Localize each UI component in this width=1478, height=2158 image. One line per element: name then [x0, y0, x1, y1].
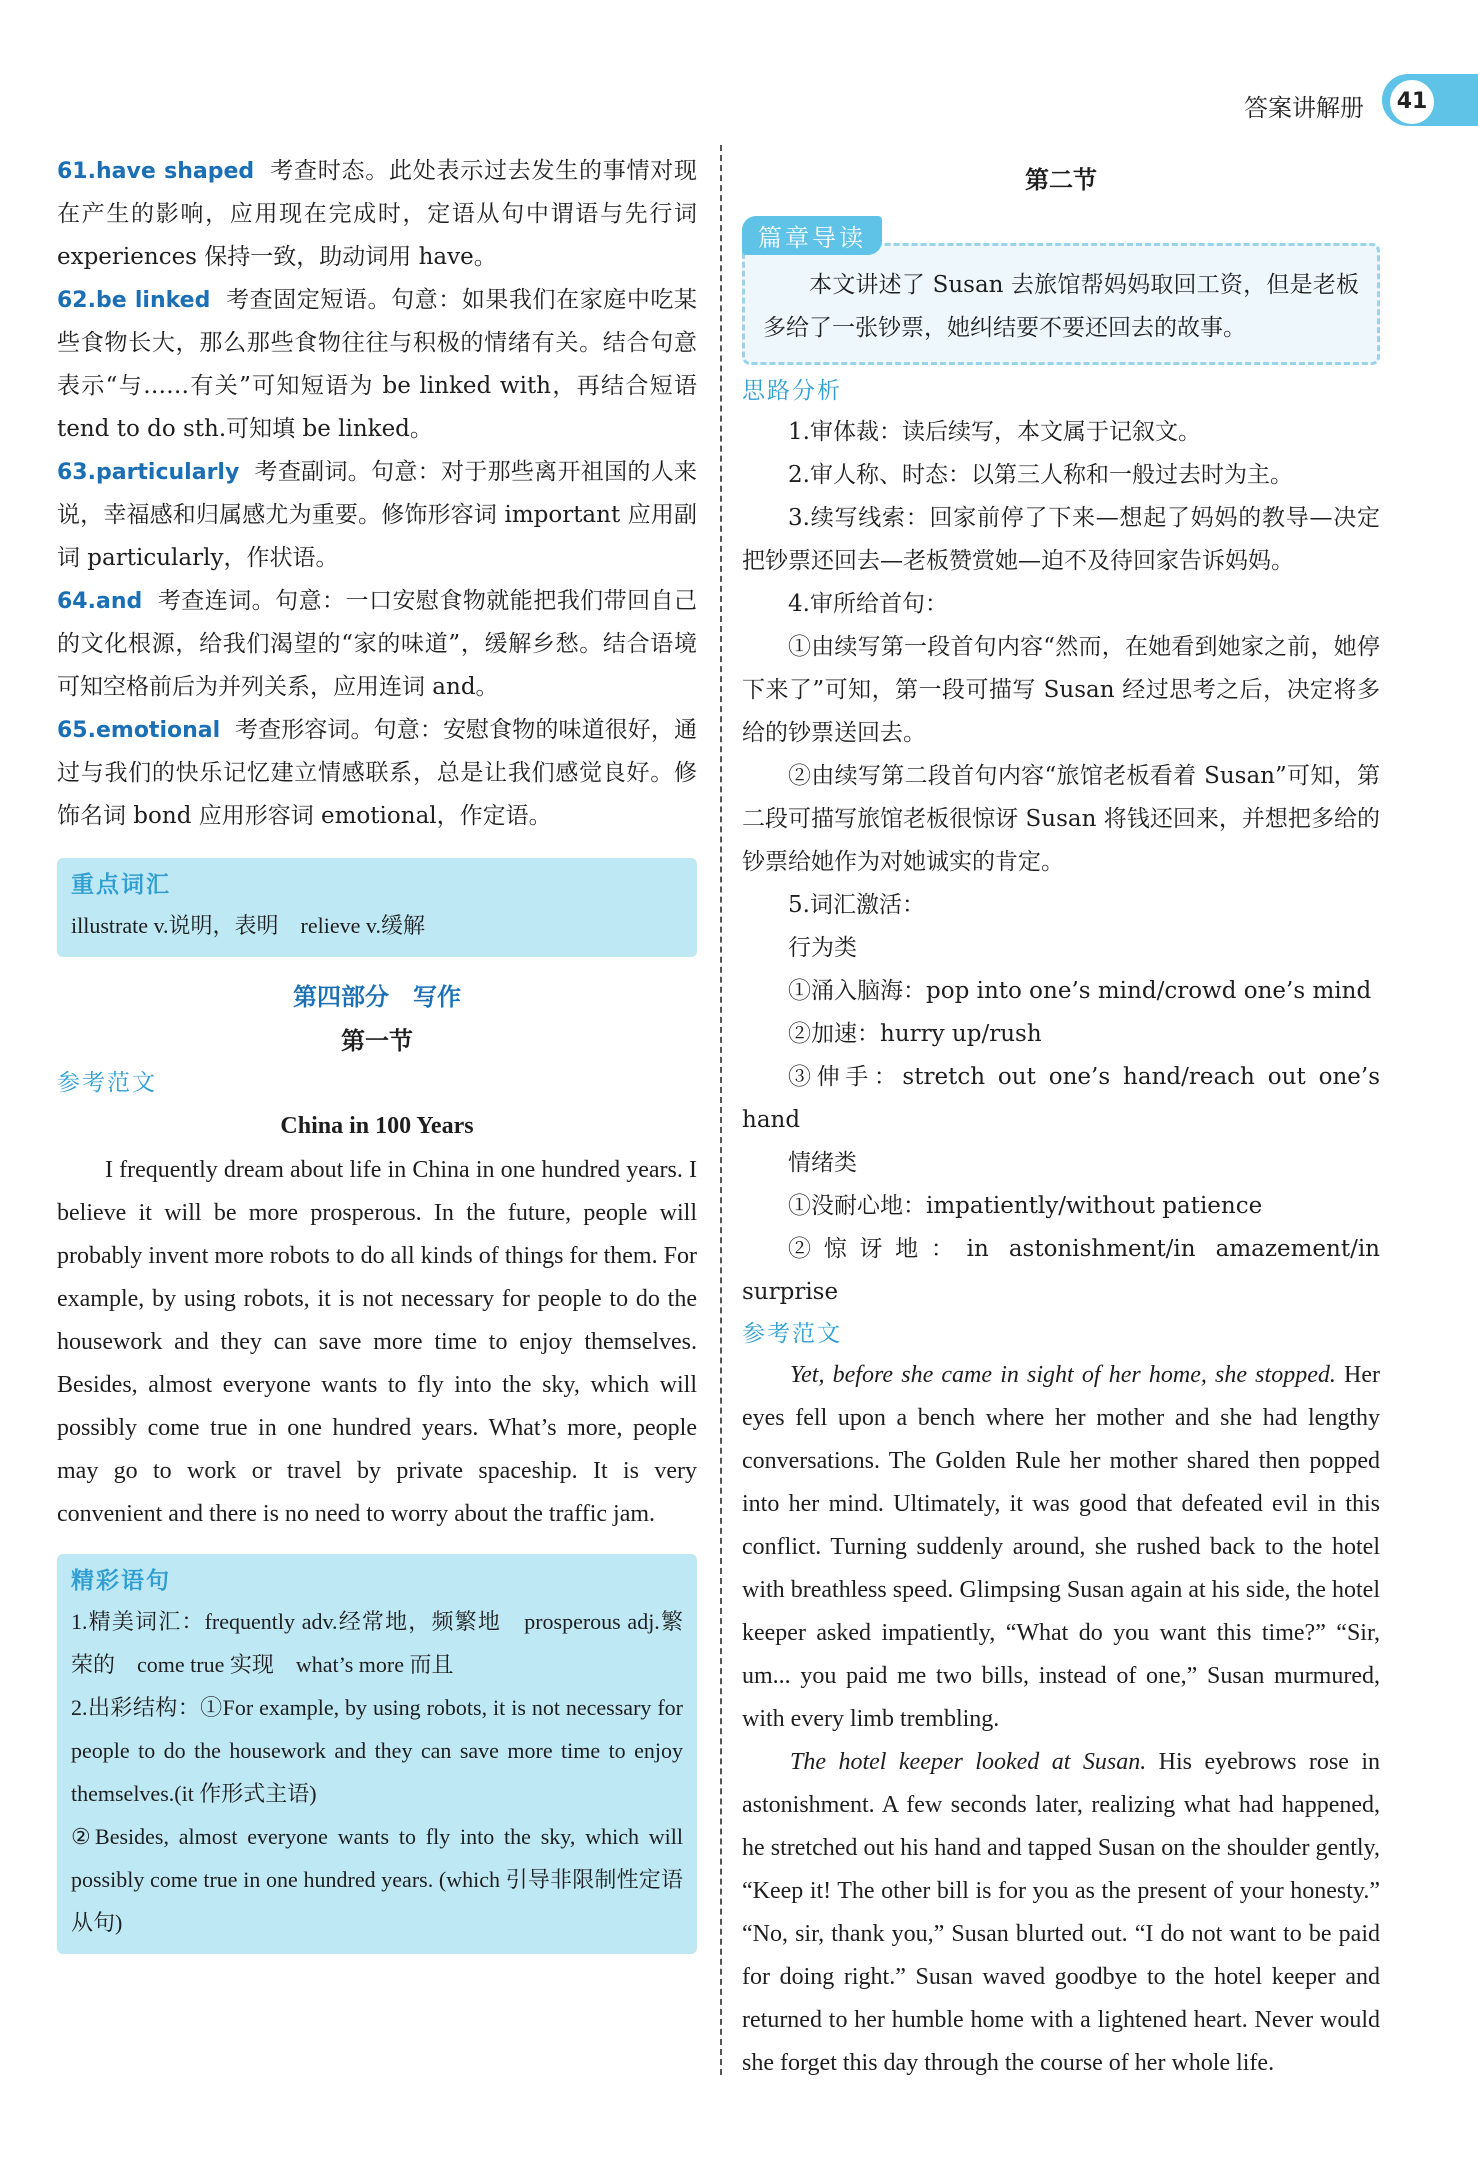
- vocab-group-label-action: 行为类: [788, 935, 857, 961]
- vocab-item: ②加速：hurry up/rush: [788, 1021, 1042, 1047]
- section-two-title: 第二节: [1025, 166, 1097, 194]
- part-four-title: 第四部分 写作: [293, 983, 461, 1011]
- analysis-line-6: ②由续写第二段首句内容“旅馆老板看着 Susan”可知，第二段可描写旅馆老板很惊讶 Susan 将钱还回来，并想把多给的钞票给她作为对她诚实的肯定。: [742, 763, 1380, 875]
- answer-65: 65.emotional 考查形容词。句意：安慰食物的味道很好，通过与我们的快乐记忆建立情感联系，总是让我们感觉良好。修饰名词 bond 应用形容词 emotional，作定语。: [57, 717, 698, 829]
- analysis-line-4: 4.审所给首句：: [788, 591, 948, 617]
- essay-title: China in 100 Years: [280, 1113, 474, 1139]
- highlight-line-3: ②Besides, almost everyone wants to fly into the sky, which will possibly come true in one hundred years. (which 引导非限制性定语从句): [71, 1824, 683, 1935]
- continuation-paragraph-2: The hotel keeper looked at Susan. His eyebrows rose in astonishment. A few seconds later, realizing what had happened, he stretched out his hand and tapped Susan on the shoulder gently, “Keep it! The other bill is for you as the present of your honesty.” “No, sir, thank you,” Susan blurted out. “I do not want to be paid for doing right.” Susan waved goodbye to the hotel keeper and returned to her humble home with a lightened heart. Never would she forget this day through the course of her whole life.: [742, 1749, 1380, 2076]
- vocab-group-label-emotion: 情绪类: [788, 1150, 857, 1176]
- answer-61: 61.have shaped 考查时态。此处表示过去发生的事情对现在产生的影响，应用现在完成时，定语从句中谓语与先行词 experiences 保持一致，助动词用 have。: [57, 158, 698, 270]
- answer-63: 63.particularly 考查副词。句意：对于那些离开祖国的人来说，幸福感和归属感尤为重要。修饰形容词 important 应用副词 particularly，作状语。: [57, 459, 698, 571]
- reference-label-right: 参考范文: [742, 1321, 842, 1347]
- answer-62: 62.be linked 考查固定短语。句意：如果我们在家庭中吃某些食物长大，那么那些食物往往与积极的情绪有关。结合句意表示“与……有关”可知短语为 be linked with，再结合短语 tend to do sth.可知填 be linked。: [57, 287, 697, 442]
- continuation-paragraph-1: Yet, before she came in sight of her home, she stopped. Her eyes fell upon a bench where her mother and she had lengthy conversations. The Golden Rule her mother shared then popped into her mind. Ultimately, it was good that defeated evil in this conflict. Turning suddenly around, she rushed back to the hotel with breathless speed. Glimpsing Susan again at his side, the hotel keeper asked impatiently, “What do you want this time?” “Sir, um... you paid me two bills, instead of one,” Susan murmured, with every limb trembling.: [742, 1362, 1381, 1732]
- chapter-guide-text: 本文讲述了 Susan 去旅馆帮妈妈取回工资，但是老板多给了一张钞票，她纠结要不要还回去的故事。: [763, 272, 1359, 341]
- key-vocab-box: [57, 858, 697, 957]
- analysis-line-2: 2.审人称、时态：以第三人称和一般过去时为主。: [788, 462, 1293, 488]
- analysis-line-1: 1.审体裁：读后续写，本文属于记叙文。: [788, 419, 1201, 445]
- key-vocab-line: illustrate v.说明，表明 relieve v.缓解: [71, 913, 425, 938]
- key-vocab-title: 重点词汇: [71, 872, 171, 898]
- analysis-label: 思路分析: [742, 378, 842, 404]
- highlight-line-1: 1.精美词汇：frequently adv.经常地，频繁地 prosperous adj.繁荣的 come true 实现 what’s more 而且: [71, 1609, 683, 1677]
- vocab-item: ③伸手：stretch out one’s hand/reach out one’s hand: [742, 1064, 1380, 1133]
- section-one-title: 第一节: [341, 1027, 413, 1055]
- chapter-guide: [742, 216, 1380, 365]
- highlight-line-2: 2.出彩结构：①For example, by using robots, it is not necessary for people to do the housework and they can save more time to enjoy themselves.(it 作形式主语): [71, 1695, 683, 1806]
- column-divider: [720, 145, 722, 2075]
- vocab-item: ①没耐心地：impatiently/without patience: [788, 1193, 1263, 1219]
- right-column: [742, 150, 1380, 2085]
- highlight-sentences-box: [57, 1554, 697, 1954]
- left-column: [57, 150, 697, 1954]
- page-number: 41: [1388, 78, 1436, 126]
- essay-body: I frequently dream about life in China in one hundred years. I believe it will be more prosperous. In the future, people will probably invent more robots to do all kinds of things for them. For example, by using robots, it is not necessary for people to do the housework and they can save more time to enjoy themselves. Besides, almost everyone wants to fly into the sky, which will possibly come true in one hundred years. What’s more, people may go to work or travel by private spaceship. It is very convenient and there is no need to worry about the traffic jam.: [57, 1157, 697, 1527]
- vocab-item: ①涌入脑海：pop into one’s mind/crowd one’s mind: [788, 978, 1372, 1004]
- reference-label-left: 参考范文: [57, 1070, 157, 1096]
- analysis-line-5: ①由续写第一段首句内容“然而，在她看到她家之前，她停下来了”可知，第一段可描写 Susan 经过思考之后，决定将多给的钞票送回去。: [742, 634, 1380, 746]
- chapter-guide-box: [742, 243, 1380, 365]
- answer-64: 64.and 考查连词。句意：一口安慰食物就能把我们带回自己的文化根源，给我们渴望的“家的味道”，缓解乡愁。结合语境可知空格前后为并列关系，应用连词 and。: [57, 588, 698, 700]
- highlight-sentences-title: 精彩语句: [71, 1568, 171, 1594]
- header-label: 答案讲解册: [1244, 94, 1364, 122]
- vocab-item: ②惊讶地：in astonishment/in amazement/in surprise: [742, 1236, 1380, 1305]
- analysis-line-7: 5.词汇激活：: [788, 892, 925, 918]
- chapter-guide-tag: 篇章导读: [742, 216, 882, 255]
- analysis-line-3: 3.续写线索：回家前停了下来—想起了妈妈的教导—决定把钞票还回去—老板赞赏她—迫不及待回家告诉妈妈。: [742, 505, 1380, 574]
